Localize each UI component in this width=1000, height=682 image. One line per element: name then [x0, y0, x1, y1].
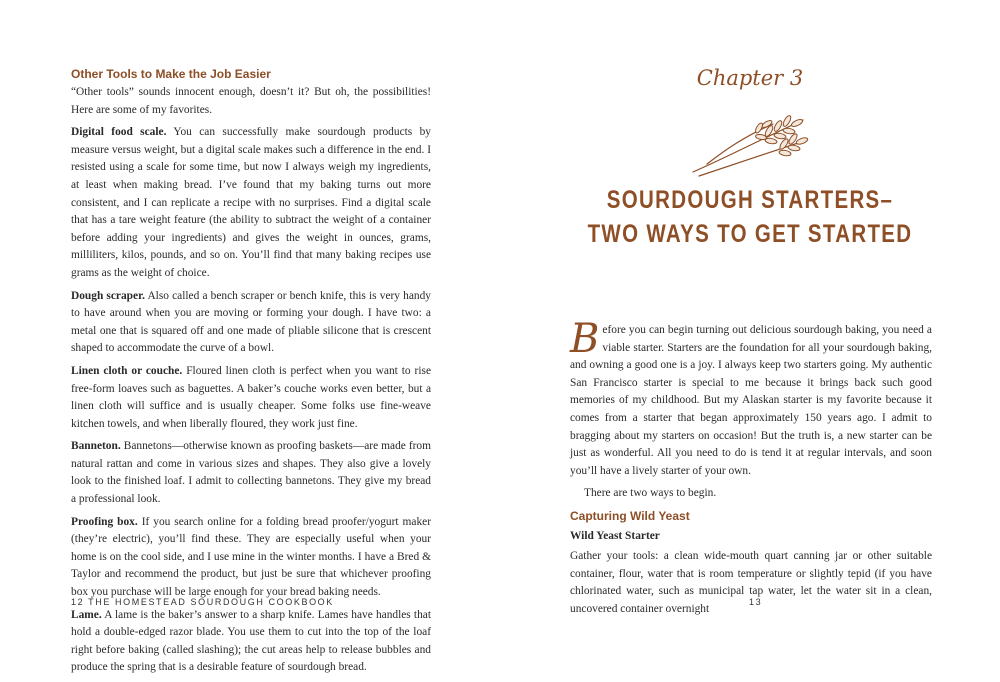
entry-text: Floured linen cloth is perfect when you want to rise free-form loaves such as baguettes. A baker’s couche works even better, but a linen cloth will suffice and is usually cheaper. Some folks use fine-weave kitchen towels, and when liberally floured, they work just fine. [71, 364, 431, 430]
drop-cap: B [570, 316, 600, 362]
chapter-label: Chapter 3 [696, 66, 804, 90]
subheading-wild-yeast-starter: Wild Yeast Starter [570, 529, 660, 542]
entry-lame [71, 607, 431, 677]
left-column [71, 66, 431, 682]
opening-text: efore you can begin turning out delicious sourdough baking, you need a viable starter. Starters are the foundation for all your sourdough baking, and owning a good one is a joy. I always keep two starters going. My authentic San Francisco starter is special to me because it brings back such good memories of my childhood. But my Alaskan starter is my favorite because it comes from a starter that began approximately 150 years ago. I admit to bragging about my starters on occasion! But the truth is, a new starter can be just as wonderful. All you need to do is tend it at regular intervals, and soon you’ll have a lively starter of your own. [570, 324, 932, 477]
right-page [500, 0, 1000, 643]
wheat-icon [685, 110, 815, 180]
entry-dough-scraper [71, 288, 431, 358]
entry-proofing-box [71, 514, 431, 602]
opening-paragraph [570, 316, 932, 480]
right-column [570, 316, 932, 623]
entry-digital-food-scale [71, 124, 431, 282]
intro-paragraph: “Other tools” sounds innocent enough, doesn’t it? But oh, the possibilities! Here are some of my favorites. [71, 86, 431, 116]
left-page [0, 0, 500, 674]
entry-term: Proofing box. [71, 515, 138, 528]
two-ways-paragraph: There are two ways to begin. [584, 487, 717, 500]
entry-text: If you search online for a folding bread proofer/yogurt maker (they’re electric), you’ll find these. They are especially useful when your home is on the cool side, and I use mine in the winter months. I have a Bred & Taylor and recommend the product, but just be sure that whichever proofing box you purchase will be large enough for your bread baking needs. [71, 515, 432, 599]
entry-banneton [71, 438, 431, 508]
chapter-title-line-2: TWO WAYS TO GET STARTED [587, 220, 913, 248]
entry-text: Bannetons—otherwise known as proofing baskets—are made from natural rattan and come in various sizes and shapes. They also give a lovely look to the finished loaf. I admit to collecting bannetons. They give my bread a professional look. [71, 440, 431, 506]
folio-left: 12 THE HOMESTEAD SOURDOUGH COOKBOOK [71, 597, 334, 607]
gather-tools-paragraph: Gather your tools: a clean wide-mouth quart canning jar or other suitable container, flour, water that is room temperature or slightly tepid (if you have chlorinated water, such as municipal tap water, let the water sit in a clean, uncovered container overnight [570, 549, 932, 615]
entry-term: Dough scraper. [71, 289, 145, 302]
entry-linen-cloth [71, 363, 431, 433]
chapter-title-line-1: SOURDOUGH STARTERS– [606, 186, 894, 214]
folio-right: 13 [749, 597, 763, 607]
entry-text: You can successfully make sourdough products by measure versus weight, but a digital scale makes such a difference in the end. I resisted using a scale for some time, but now I always weigh my ingredients, at least when making bread. I’ve found that my baking turns out more consistent, and I can replicate a recipe with no surprises. Find a digital scale that has a tare weight feature (the ability to subtract the weight of a container before adding your ingredients) and gives the weight in ounces, grams, milliliters, kilos, pounds, and so on. You’ll find that many baking recipes use grams as the weight of choice. [71, 126, 431, 279]
entry-term: Linen cloth or couche. [71, 364, 183, 377]
entry-text: A lame is the baker’s answer to a sharp knife. Lames have handles that hold a double-edged razor blade. You use them to cut into the top of the loaf right before baking (called slashing); the cut areas help to release bubbles and produce the spring that is a desirable feature of sourdough bread. [71, 608, 431, 674]
entry-term: Digital food scale. [71, 126, 167, 139]
entry-text: Also called a bench scraper or bench knife, this is very handy to have around when you are moving or forming your dough. I have two: a metal one that is squared off and one made of pliable silicone that is crescent shaped to accommodate the curve of a bowl. [71, 289, 431, 355]
entry-term: Lame. [71, 608, 102, 621]
section-heading-capturing-wild-yeast: Capturing Wild Yeast [570, 508, 690, 523]
chapter-title [545, 183, 955, 251]
section-heading-other-tools: Other Tools to Make the Job Easier [71, 67, 271, 81]
entry-term: Banneton. [71, 440, 121, 453]
